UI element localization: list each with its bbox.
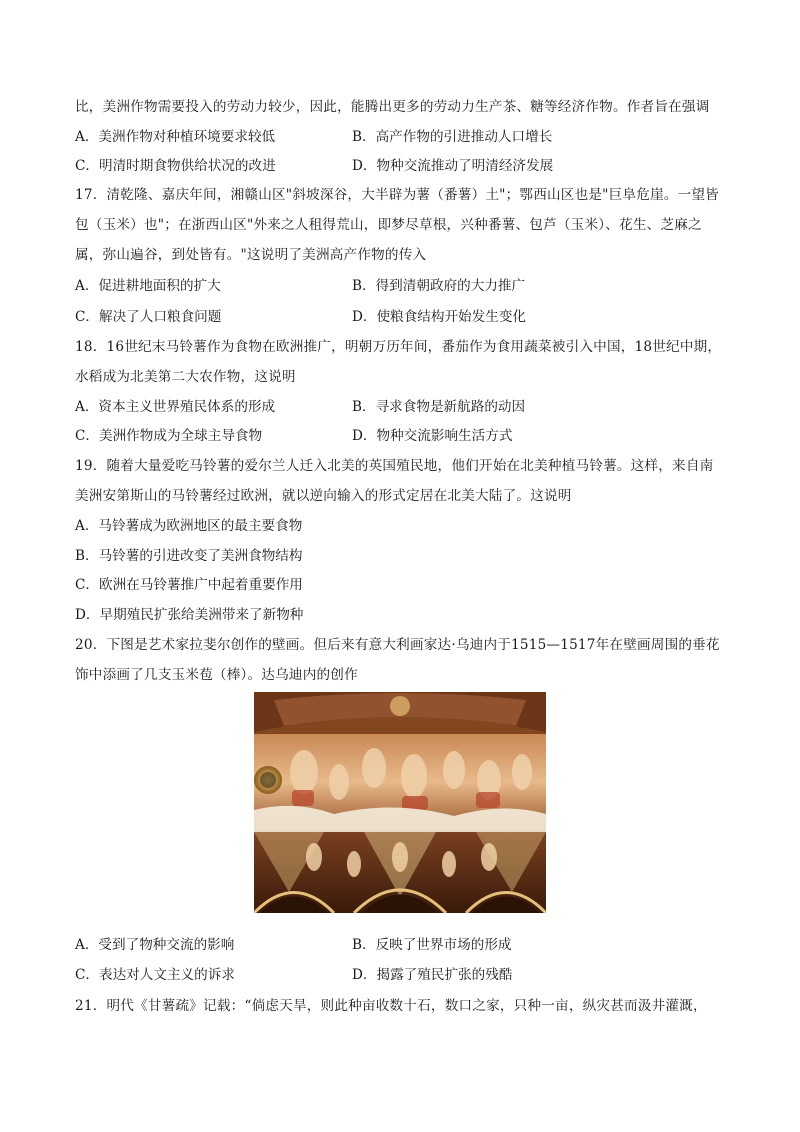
q19-option-b: B．马铃薯的引进改变了美洲食物结构 <box>75 548 303 564</box>
q17-option-a: A．促进耕地面积的扩大 <box>75 278 221 294</box>
q17-option-c: C．解决了人口粮食问题 <box>75 309 222 325</box>
q20-stem-line2: 饰中添画了几支玉米苞（棒）。达乌迪内的创作 <box>75 667 358 683</box>
q20-option-d: D．揭露了殖民扩张的残酷 <box>352 967 513 983</box>
q16-option-c: C．明清时期食物供给状况的改进 <box>75 158 276 174</box>
q18-option-b: B．寻求食物是新航路的动因 <box>352 399 526 415</box>
q18-stem-line2: 水稻成为北美第二大农作物，这说明 <box>75 369 296 385</box>
q20-stem-line1: 20．下图是艺术家拉斐尔创作的壁画。但后来有意大利画家达·乌迪内于1515—1517年在壁画周围的垂花 <box>75 637 720 653</box>
q16-option-a: A．美洲作物对种植环境要求较低 <box>75 129 276 145</box>
fresco-image <box>254 692 546 913</box>
q18-option-d: D．物种交流影响生活方式 <box>352 428 513 444</box>
q17-stem-line2: 包（玉米）也"；在浙西山区"外来之人租得荒山，即梦尽草根，兴种番薯、包芦（玉米）、花生、芝麻之 <box>75 217 702 233</box>
q16-option-b: B．高产作物的引进推动人口增长 <box>352 129 553 145</box>
q18-option-a: A．资本主义世界殖民体系的形成 <box>75 399 276 415</box>
q19-option-d: D．早期殖民扩张给美洲带来了新物种 <box>75 607 304 623</box>
q19-option-c: C．欧洲在马铃薯推广中起着重要作用 <box>75 577 303 593</box>
q19-stem-line1: 19．随着大量爱吃马铃薯的爱尔兰人迁入北美的英国殖民地，他们开始在北美种植马铃薯。这样，来自南 <box>75 458 714 474</box>
q17-stem-line1: 17．清乾隆、嘉庆年间，湘赣山区"斜坡深谷，大半辟为薯（番薯）土"；鄂西山区也是"巨阜危崖。一望皆 <box>75 187 719 203</box>
q17-stem-line3: 属，弥山遍谷，到处皆有。"这说明了美洲高产作物的传入 <box>75 247 427 263</box>
q20-option-c: C．表达对人文主义的诉求 <box>75 967 235 983</box>
q16-stem-tail: 比，美洲作物需要投入的劳动力较少，因此，能腾出更多的劳动力生产茶、糖等经济作物。作者旨在强调 <box>75 99 710 115</box>
q19-stem-line2: 美洲安第斯山的马铃薯经过欧洲，就以逆向输入的形式定居在北美大陆了。这说明 <box>75 488 572 504</box>
q18-stem-line1: 18．16世纪末马铃薯作为食物在欧洲推广，明朝万历年间，番茄作为食用蔬菜被引入中国，18世纪中期， <box>75 339 722 355</box>
q16-option-d: D．物种交流推动了明清经济发展 <box>352 158 554 174</box>
q17-option-d: D．使粮食结构开始发生变化 <box>352 309 527 325</box>
q20-option-b: B．反映了世界市场的形成 <box>352 937 512 953</box>
q19-option-a: A．马铃薯成为欧洲地区的最主要食物 <box>75 518 303 534</box>
q21-stem-line1: 21．明代《甘薯疏》记载：“倘虑天旱，则此种亩收数十石，数口之家，只种一亩，纵灾甚而汲井灌溉， <box>75 998 707 1014</box>
q18-option-c: C．美洲作物成为全球主导食物 <box>75 428 263 444</box>
q20-option-a: A．受到了物种交流的影响 <box>75 937 235 953</box>
q17-option-b: B．得到清朝政府的大力推广 <box>352 278 526 294</box>
